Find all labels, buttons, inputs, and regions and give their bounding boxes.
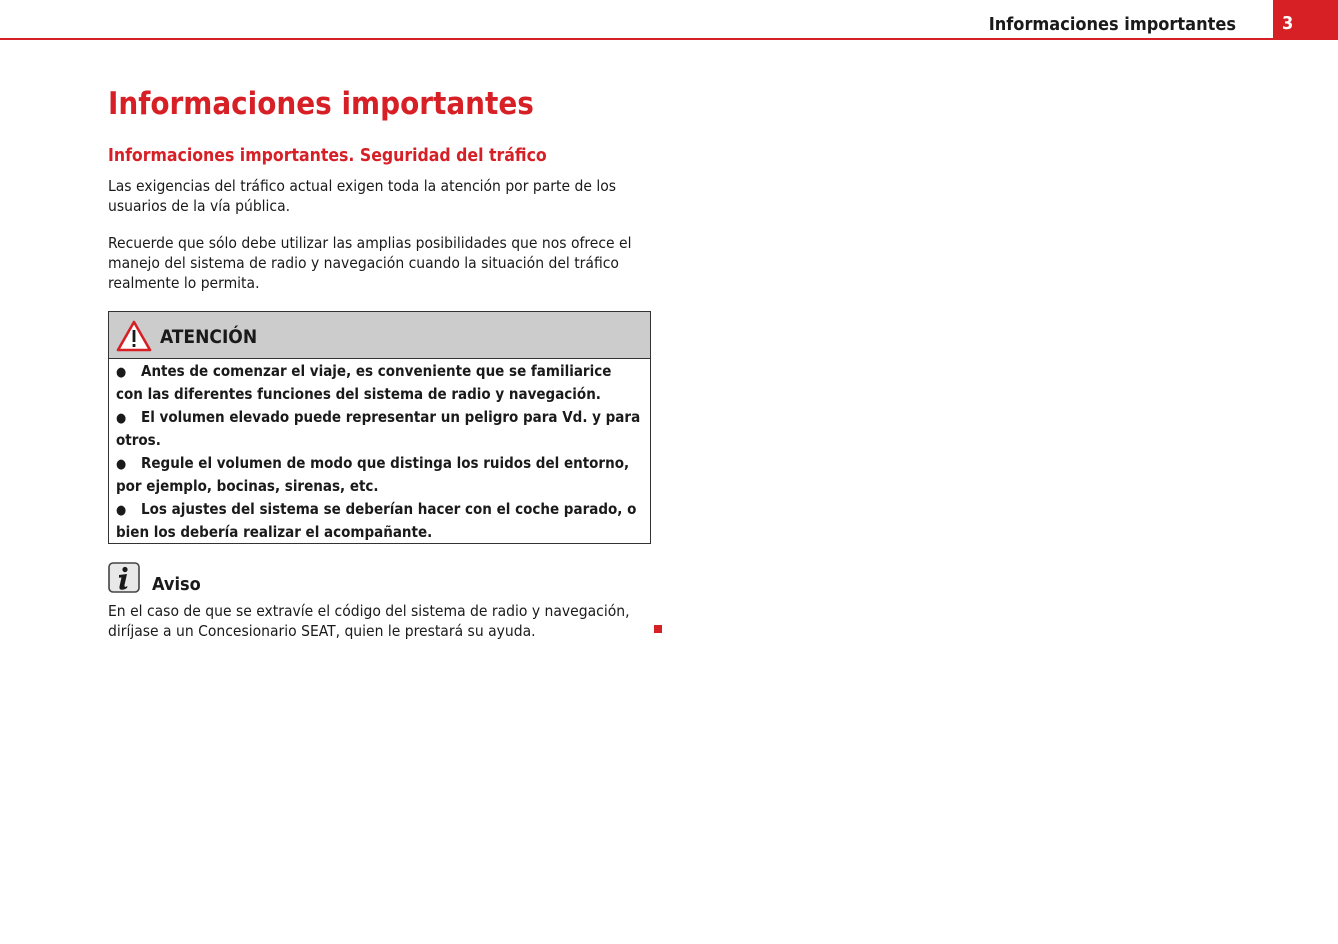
warning-item-text: Regule el volumen de modo que distinga los ruidos del entorno, por ejemplo, bocinas, sirenas, etc. xyxy=(116,454,630,495)
warning-item xyxy=(116,407,642,450)
page-title: Informaciones importantes xyxy=(108,86,534,122)
page-number: 3 xyxy=(1273,0,1338,40)
warning-item-text: Los ajustes del sistema se deberían hacer con el coche parado, o bien los debería realizar el acompañante. xyxy=(116,500,637,541)
warning-item xyxy=(116,361,642,404)
warning-box xyxy=(108,311,651,544)
end-of-section-marker xyxy=(654,625,662,633)
bullet: ● xyxy=(116,457,127,472)
header-rule xyxy=(0,38,1338,40)
aviso-text: En el caso de que se extravíe el código del sistema de radio y navegación, diríjase a un Concesionario SEAT, quien le prestará su ayuda. xyxy=(108,602,630,640)
bullet: ● xyxy=(116,365,127,380)
warning-item xyxy=(116,499,642,542)
warning-item xyxy=(116,453,642,496)
intro-paragraph: Las exigencias del tráfico actual exigen toda la atención por parte de los usuarios de la vía pública. xyxy=(108,177,617,215)
aviso-title: Aviso xyxy=(152,574,201,595)
warning-item-text: Antes de comenzar el viaje, es conveniente que se familiarice con las diferentes funciones del sistema de radio y navegación. xyxy=(116,362,612,403)
section-title: Informaciones importantes. Seguridad del tráfico xyxy=(108,146,547,166)
bullet: ● xyxy=(116,503,127,518)
body-paragraph: Recuerde que sólo debe utilizar las amplias posibilidades que nos ofrece el manejo del sistema de radio y navegación cuando la situación del tráfico realmente lo permita. xyxy=(108,234,632,292)
warning-item-text: El volumen elevado puede representar un peligro para Vd. y para otros. xyxy=(116,408,641,449)
running-header-title: Informaciones importantes xyxy=(988,14,1236,35)
warning-triangle-icon xyxy=(116,320,152,352)
warning-header xyxy=(109,312,650,359)
warning-title: ATENCIÓN xyxy=(160,326,258,348)
warning-list xyxy=(109,361,650,542)
info-icon xyxy=(108,562,140,593)
bullet: ● xyxy=(116,411,127,426)
